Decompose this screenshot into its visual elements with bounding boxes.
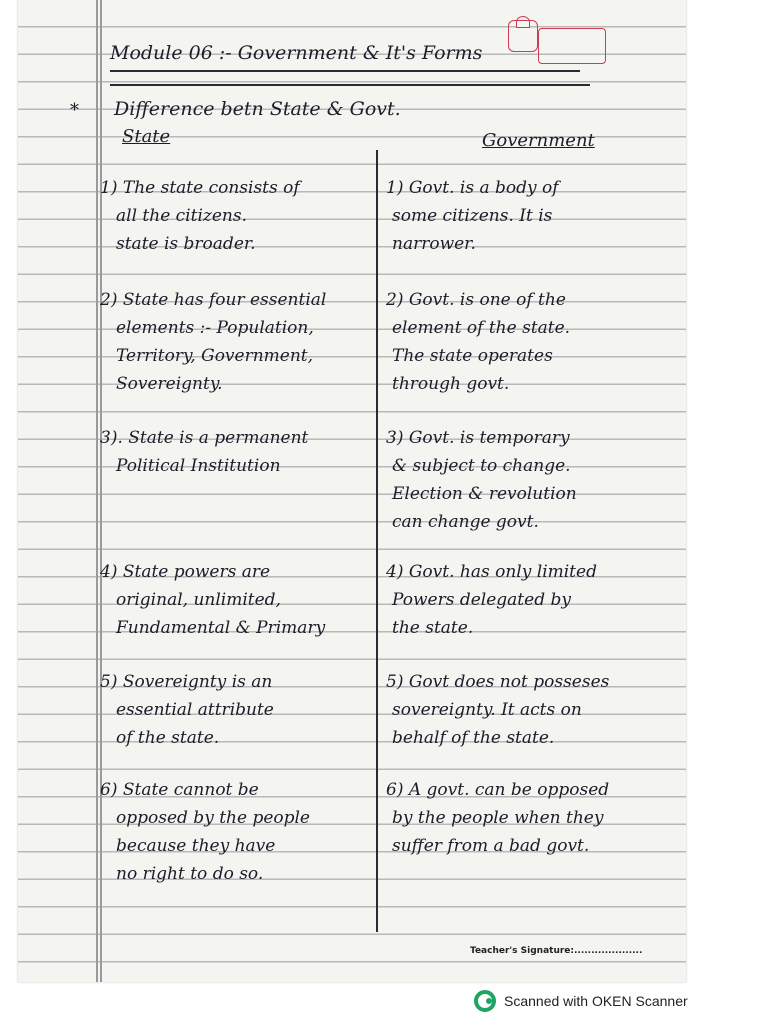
section-heading: Difference betn State & Govt.: [114, 98, 401, 120]
state-point-line: 3). State is a permanent: [100, 428, 309, 448]
government-point-line: through govt.: [392, 374, 510, 394]
government-point-line: Election & revolution: [392, 484, 577, 504]
government-point-line: behalf of the state.: [392, 728, 555, 748]
scanner-text: Scanned with OKEN Scanner: [504, 993, 688, 1009]
government-point-line: some citizens. It is: [392, 206, 553, 226]
stamp-box: [538, 28, 606, 64]
scanner-logo-icon: [474, 990, 496, 1012]
state-point-line: 5) Sovereignty is an: [100, 672, 273, 692]
state-point-line: 2) State has four essential: [100, 290, 327, 310]
government-point-line: 4) Govt. has only limited: [386, 562, 597, 582]
state-point-line: because they have: [116, 836, 276, 856]
government-point-line: The state operates: [392, 346, 553, 366]
title-underline: [110, 84, 590, 86]
state-point-line: opposed by the people: [116, 808, 310, 828]
government-point-line: & subject to change.: [392, 456, 571, 476]
government-point-line: the state.: [392, 618, 474, 638]
state-point-line: of the state.: [116, 728, 220, 748]
state-point-line: no right to do so.: [116, 864, 264, 884]
government-point-line: by the people when they: [392, 808, 604, 828]
government-point-line: suffer from a bad govt.: [392, 836, 590, 856]
government-point-line: element of the state.: [392, 318, 571, 338]
state-point-line: Sovereignty.: [116, 374, 223, 394]
state-point-line: state is broader.: [116, 234, 256, 254]
government-point-line: can change govt.: [392, 512, 539, 532]
column-divider: [376, 150, 378, 932]
government-point-line: 1) Govt. is a body of: [386, 178, 559, 198]
government-point-line: sovereignty. It acts on: [392, 700, 582, 720]
state-point-line: Territory, Government,: [116, 346, 314, 366]
state-point-line: essential attribute: [116, 700, 274, 720]
state-point-line: Political Institution: [116, 456, 281, 476]
government-point-line: narrower.: [392, 234, 476, 254]
government-point-line: Powers delegated by: [392, 590, 571, 610]
margin-line: [96, 0, 98, 982]
state-point-line: 1) The state consists of: [100, 178, 300, 198]
teacher-signature: Teacher's Signature:....................: [470, 946, 643, 956]
state-point-line: 6) State cannot be: [100, 780, 259, 800]
bullet-star: *: [70, 100, 79, 121]
title-underline: [110, 70, 580, 72]
government-point-line: 2) Govt. is one of the: [386, 290, 566, 310]
government-point-line: 6) A govt. can be opposed: [386, 780, 610, 800]
government-point-line: 5) Govt does not posseses: [386, 672, 610, 692]
column-header-state: State: [122, 126, 171, 147]
state-point-line: 4) State powers are: [100, 562, 271, 582]
scanner-watermark: [474, 990, 688, 1012]
state-point-line: original, unlimited,: [116, 590, 281, 610]
margin-line: [100, 0, 102, 982]
state-point-line: all the citizens.: [116, 206, 247, 226]
government-point-line: 3) Govt. is temporary: [386, 428, 570, 448]
stamp-icon: [508, 20, 538, 52]
page-title: Module 06 :- Government & It's Forms: [110, 42, 483, 64]
column-header-government: Government: [482, 130, 595, 151]
state-point-line: elements :- Population,: [116, 318, 314, 338]
state-point-line: Fundamental & Primary: [116, 618, 326, 638]
